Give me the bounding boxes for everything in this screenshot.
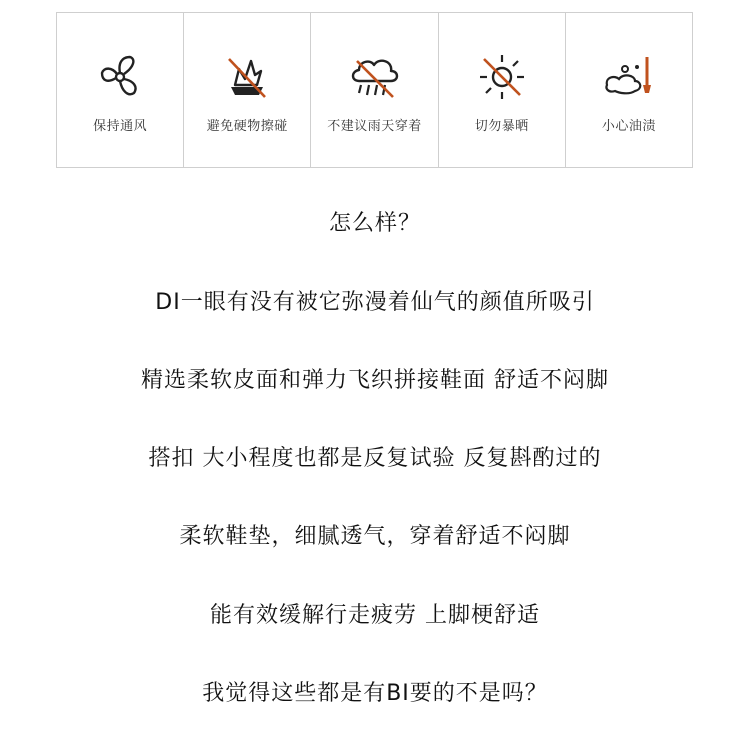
- text-line-6: 能有效缓解行走疲劳 上脚梗舒适: [210, 603, 540, 628]
- text-line-4: 搭扣 大小程度也都是反复试验 反复斟酌过的: [148, 446, 602, 471]
- care-label-no-sun: 切勿暴晒: [474, 119, 529, 134]
- care-label-ventilate: 保持通风: [93, 119, 148, 134]
- text-line-2: DI一眼有没有被它弥漫着仙气的颜值所吸引: [155, 290, 595, 315]
- care-label-no-rain: 不建议雨天穿着: [327, 119, 422, 134]
- text-line-3: 精选柔软皮面和弹力飞织拼接鞋面 舒适不闷脚: [141, 368, 609, 393]
- care-label-oil-stain: 小心油渍: [601, 119, 656, 134]
- text-line-1: 怎么样？: [328, 211, 421, 236]
- care-label-avoid-hard-objects: 避免硬物擦碰: [206, 119, 288, 134]
- text-line-5: 柔软鞋垫，细腻透气，穿着舒适不闷脚: [179, 524, 571, 549]
- text-line-7: 我觉得这些都是有BI要的不是吗？: [202, 681, 548, 706]
